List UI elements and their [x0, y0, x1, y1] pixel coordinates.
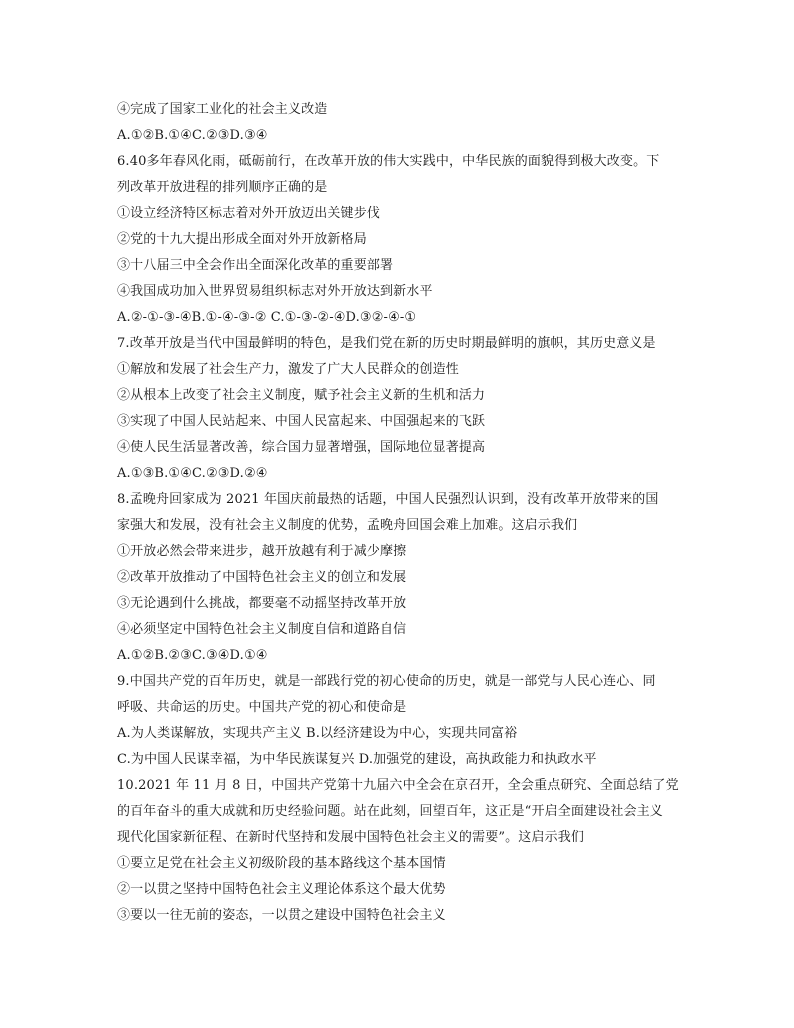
question-8-item: ④必须坚定中国特色社会主义制度自信和道路自信: [117, 622, 407, 637]
question-9-stem: 9.中国共产党的百年历史，就是一部践行党的初心使命的历史，就是一部党与人民心连心、同: [117, 674, 656, 689]
question-10-stem: 现代化国家新征程、在新时代坚持和发展中国特色社会主义的需要”。这启示我们: [117, 830, 585, 845]
question-6-stem: 6.40多年春风化雨，砥砺前行，在改革开放的伟大实践中，中华民族的面貌得到极大改变。下: [117, 154, 660, 169]
question-6-stem: 列改革开放进程的排列顺序正确的是: [117, 180, 328, 195]
question-6-item: ②党的十九大提出形成全面对外开放新格局: [117, 232, 367, 247]
question-6-item: ③十八届三中全会作出全面深化改革的重要部署: [117, 258, 394, 273]
answer-options: A.①②B.①④C.②③D.③④: [117, 128, 268, 143]
question-8-item: ②改革开放推动了中国特色社会主义的创立和发展: [117, 570, 407, 585]
question-7-options: A.①③B.①④C.②③D.②④: [117, 466, 268, 481]
question-8-stem: 家强大和发展，没有社会主义制度的优势，孟晚舟回国会难上加难。这启示我们: [117, 518, 578, 533]
question-10-item: ①要立足党在社会主义初级阶段的基本路线这个基本国情: [117, 856, 446, 871]
document-page: [117, 97, 687, 929]
text-line: ④完成了国家工业化的社会主义改造: [117, 102, 328, 117]
question-6-options: A.②-①-③-④B.①-④-③-② C.①-③-②-④D.③②-④-①: [117, 310, 417, 325]
question-6-item: ④我国成功加入世界贸易组织标志对外开放达到新水平: [117, 284, 433, 299]
question-7-item: ①解放和发展了社会生产力，激发了广大人民群众的创造性: [117, 362, 459, 377]
question-10-item: ③要以一往无前的姿态，一以贯之建设中国特色社会主义: [117, 908, 446, 923]
question-9-stem: 呼吸、共命运的历史。中国共产党的初心和使命是: [117, 700, 407, 715]
question-7-item: ③实现了中国人民站起来、中国人民富起来、中国强起来的飞跃: [117, 414, 486, 429]
question-7-item: ②从根本上改变了社会主义制度，赋予社会主义新的生机和活力: [117, 388, 486, 403]
question-8-item: ③无论遇到什么挑战，都要毫不动摇坚持改革开放: [117, 596, 407, 611]
question-7-stem: 7.改革开放是当代中国最鲜明的特色，是我们党在新的历史时期最鲜明的旗帜，其历史意义是: [117, 336, 656, 351]
question-6-item: ①设立经济特区标志着对外开放迈出关键步伐: [117, 206, 381, 221]
question-10-stem: 10.2021 年 11 月 8 日，中国共产党第十九届六中全会在京召开，全会重点研究、全面总结了党: [117, 778, 679, 793]
question-10-item: ②一以贯之坚持中国特色社会主义理论体系这个最大优势: [117, 882, 446, 897]
question-9-options: A.为人类谋解放，实现共产主义 B.以经济建设为中心，实现共同富裕: [117, 726, 518, 741]
question-8-stem: 8.孟晚舟回家成为 2021 年国庆前最热的话题，中国人民强烈认识到，没有改革开放带来的国: [117, 492, 659, 507]
question-9-options: C.为中国人民谋幸福，为中华民族谋复兴 D.加强党的建设，高执政能力和执政水平: [117, 752, 597, 767]
question-8-options: A.①②B.②③C.③④D.①④: [117, 648, 268, 663]
question-10-stem: 的百年奋斗的重大成就和历史经验问题。站在此刻，回望百年，这正是“开启全面建设社会主义: [117, 804, 663, 819]
question-7-item: ④使人民生活显著改善，综合国力显著增强，国际地位显著提高: [117, 440, 486, 455]
question-8-item: ①开放必然会带来进步，越开放越有利于减少摩擦: [117, 544, 407, 559]
